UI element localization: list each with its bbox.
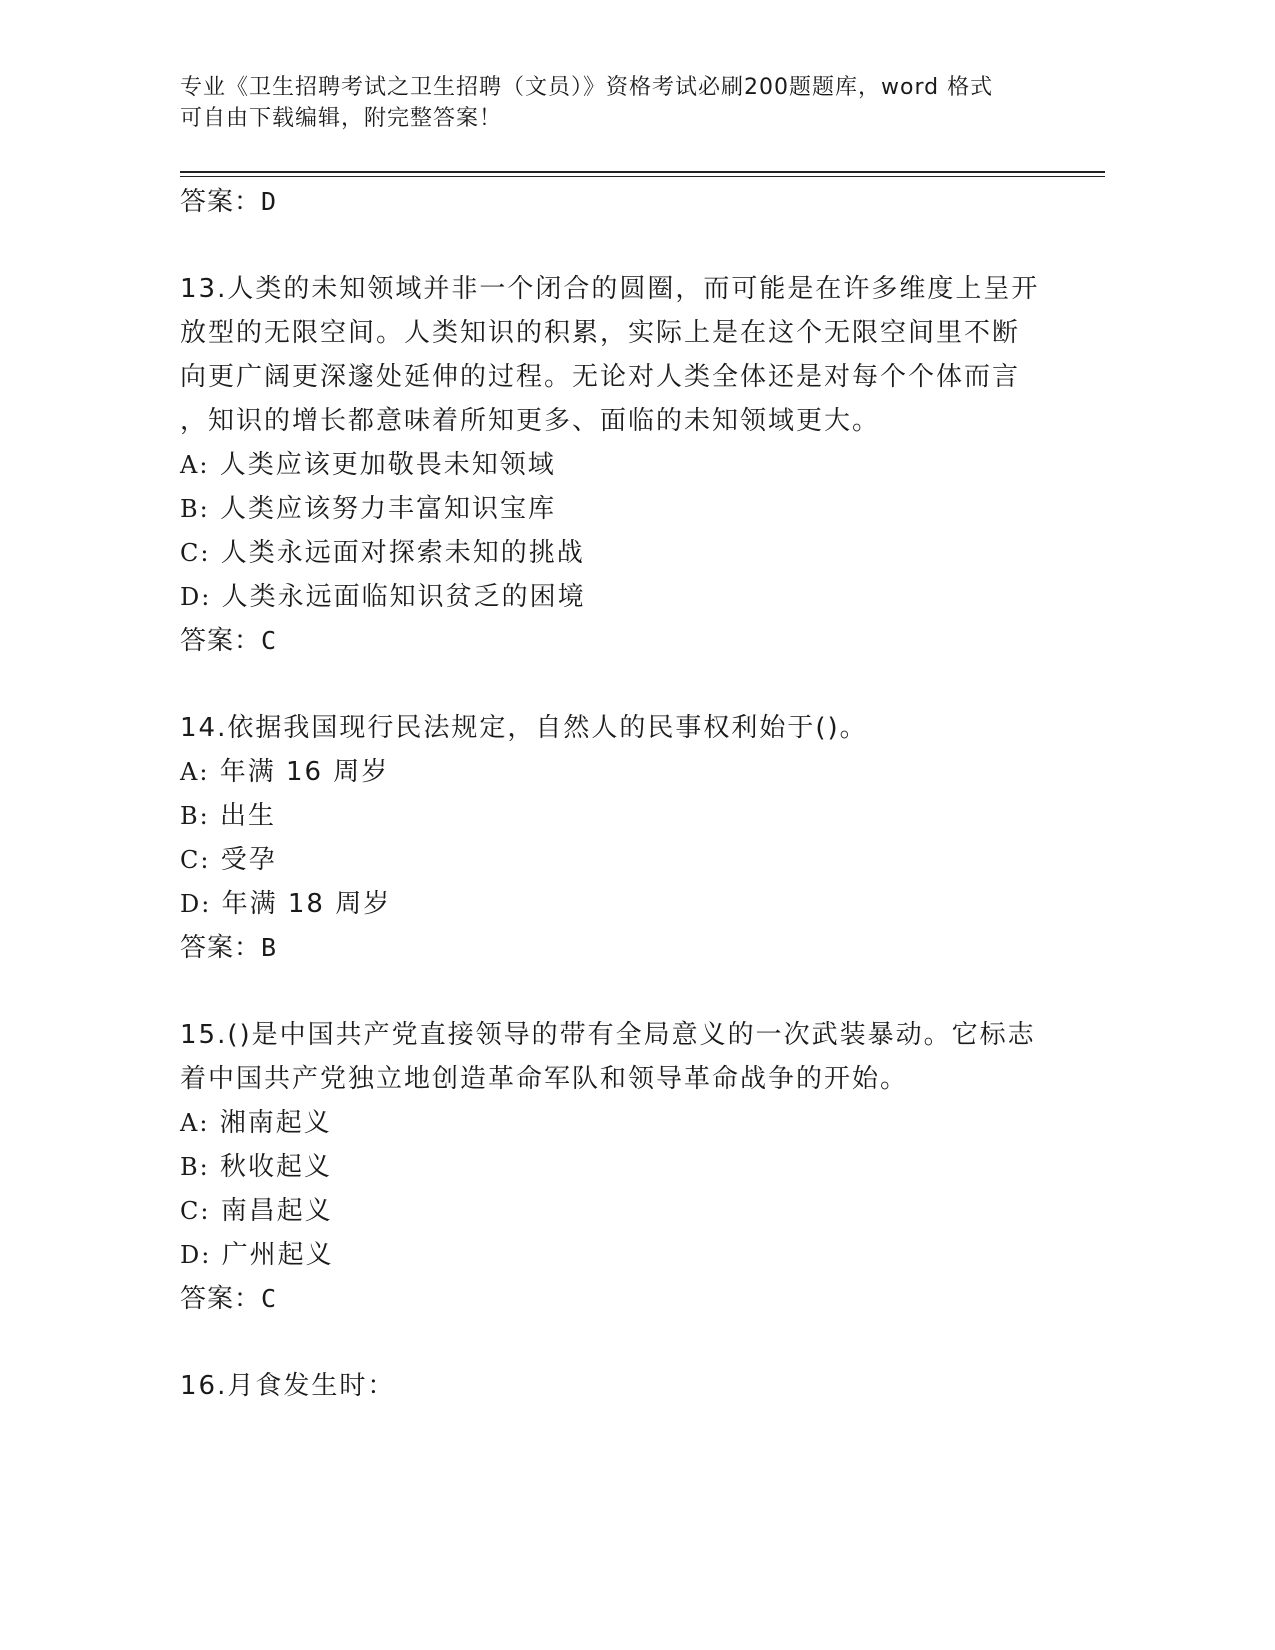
option-d <box>180 882 1060 926</box>
question-stem-line: 放型的无限空间。人类知识的积累，实际上是在这个无限空间里不断 <box>180 318 1021 348</box>
option-text: 人类应该更加敬畏未知领域 <box>219 450 556 480</box>
option-text: 人类永远面对探索未知的挑战 <box>220 538 585 568</box>
document-header <box>180 72 1060 134</box>
option-d <box>180 1233 1060 1277</box>
option-label: B: <box>180 495 210 523</box>
option-text: 年满 18 周岁 <box>221 889 392 919</box>
option-c <box>180 531 1060 575</box>
option-label: A: <box>180 451 210 479</box>
header-line-1: 专业《卫生招聘考试之卫生招聘（文员）》资格考试必刷200题题库，word 格式 <box>180 75 994 100</box>
option-text: 广州起义 <box>221 1240 334 1270</box>
option-label: A: <box>180 1109 210 1137</box>
option-label: D: <box>180 583 212 611</box>
answer-label: 答案： <box>180 187 262 217</box>
option-a <box>180 750 1060 794</box>
option-label: C: <box>180 1197 211 1225</box>
header-divider-thin <box>180 176 1105 177</box>
spacer <box>180 663 1060 706</box>
option-a <box>180 1101 1060 1145</box>
option-text: 秋收起义 <box>220 1152 333 1182</box>
answer-value: B <box>261 933 278 962</box>
answer-label: 答案： <box>180 933 262 963</box>
question-stem-line: 16.月食发生时： <box>180 1371 396 1401</box>
answer-value: C <box>261 626 278 655</box>
option-text: 受孕 <box>220 845 277 875</box>
question-stem-line: 向更广阔更深邃处延伸的过程。无论对人类全体还是对每个个体而言 <box>180 362 1021 392</box>
spacer <box>180 224 1060 267</box>
header-divider-thick <box>180 171 1105 173</box>
spacer <box>180 970 1060 1013</box>
option-label: B: <box>180 1153 210 1181</box>
option-text: 人类应该努力丰富知识宝库 <box>220 494 557 524</box>
option-b <box>180 794 1060 838</box>
header-line-2: 可自由下载编辑，附完整答案！ <box>180 106 503 131</box>
question-13 <box>180 267 1060 663</box>
question-14 <box>180 706 1060 970</box>
question-answer <box>180 619 1060 663</box>
question-stem-line: ，知识的增长都意味着所知更多、面临的未知领域更大。 <box>180 406 881 436</box>
answer-value: C <box>261 1284 278 1313</box>
option-text: 人类永远面临知识贫乏的困境 <box>221 582 586 612</box>
option-b <box>180 1145 1060 1189</box>
option-b <box>180 487 1060 531</box>
option-text: 出生 <box>220 801 277 831</box>
question-stem-line: 着中国共产党独立地创造革命军队和领导革命战争的开始。 <box>180 1064 909 1094</box>
question-list <box>180 180 1060 1408</box>
spacer <box>180 1321 1060 1364</box>
answer-label: 答案： <box>180 626 262 656</box>
question-stem-line: 14.依据我国现行民法规定，自然人的民事权利始于()。 <box>180 713 868 743</box>
previous-answer <box>180 180 1060 224</box>
option-label: D: <box>180 890 212 918</box>
option-text: 湘南起义 <box>219 1108 332 1138</box>
question-stem-line: 15.()是中国共产党直接领导的带有全局意义的一次武装暴动。它标志 <box>180 1020 1036 1050</box>
option-label: A: <box>180 758 210 786</box>
question-16 <box>180 1364 1060 1408</box>
option-label: D: <box>180 1241 212 1269</box>
option-text: 年满 16 周岁 <box>219 757 390 787</box>
question-answer <box>180 1277 1060 1321</box>
question-stem-line: 13.人类的未知领域并非一个闭合的圆圈，而可能是在许多维度上呈开 <box>180 274 1040 304</box>
option-label: C: <box>180 539 211 567</box>
option-text: 南昌起义 <box>220 1196 333 1226</box>
option-c <box>180 1189 1060 1233</box>
answer-label: 答案： <box>180 1284 262 1314</box>
option-label: B: <box>180 802 210 830</box>
option-d <box>180 575 1060 619</box>
question-15 <box>180 1013 1060 1321</box>
answer-value: D <box>261 187 278 216</box>
option-a <box>180 443 1060 487</box>
question-answer <box>180 926 1060 970</box>
option-c <box>180 838 1060 882</box>
option-label: C: <box>180 846 211 874</box>
